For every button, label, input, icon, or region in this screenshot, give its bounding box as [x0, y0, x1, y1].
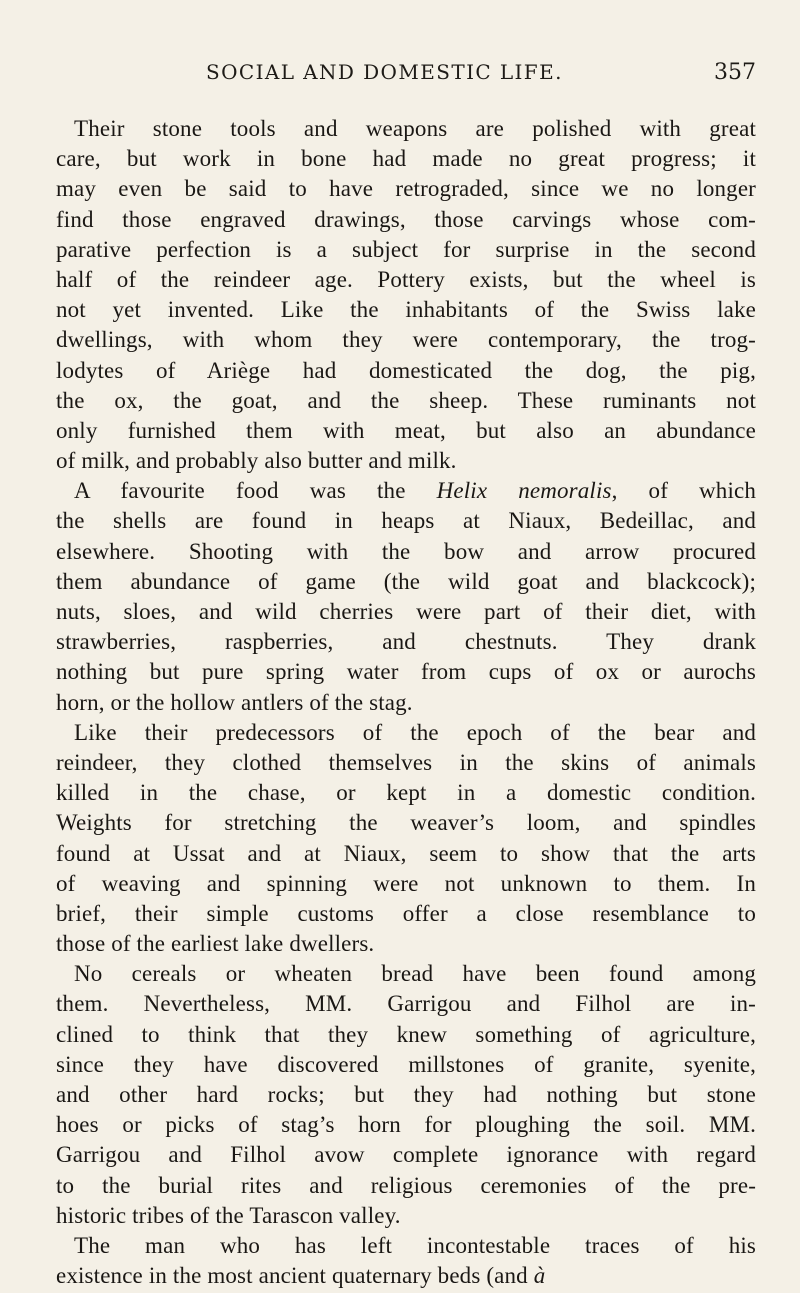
- text-line: [56, 627, 756, 657]
- text-line-content: A favourite food was the: [74, 478, 437, 504]
- text-line: [56, 265, 756, 295]
- text-line: [56, 1110, 756, 1140]
- text-line-content: them. Nevertheless, MM. Garrigou and Filhol are in-: [56, 991, 756, 1017]
- text-line-content: nuts, sloes, and wild cherries were part of their diet, with: [56, 599, 756, 624]
- italic-term: Helix nemoralis: [436, 478, 612, 504]
- text-line-content: found at Ussat and at Niaux, seem to show that the arts: [56, 840, 756, 866]
- text-line: [56, 1171, 756, 1201]
- text-line: [56, 597, 756, 627]
- text-line: [56, 1261, 756, 1291]
- text-line: [56, 1020, 756, 1050]
- text-line-content: The man who has left incontestable traces of his: [74, 1232, 756, 1258]
- text-line: [56, 1231, 756, 1261]
- text-line-content: may even be said to have retrograded, since we no longer: [56, 176, 756, 202]
- text-line-content: strawberries, raspberries, and chestnuts. They drank: [56, 629, 756, 655]
- italic-term: à: [533, 1263, 546, 1289]
- text-line-content: nothing but pure spring water from cups of ox or aurochs: [56, 659, 756, 685]
- text-line-content: Weights for stretching the weaver’s loom, and spindles: [56, 810, 756, 836]
- text-line-content: those of the earliest lake dwellers.: [56, 931, 375, 957]
- text-line: [56, 1080, 756, 1110]
- text-line-content: dwellings, with whom they were contemporary, the trog-: [56, 327, 756, 353]
- text-line: [56, 1201, 756, 1231]
- text-line-content: not yet invented. Like the inhabitants of the Swiss lake: [56, 297, 756, 323]
- text-line: [56, 839, 756, 869]
- text-line-content: reindeer, they clothed themselves in the skins of animals: [56, 749, 756, 775]
- text-line-content: Like their predecessors of the epoch of the bear and: [74, 719, 756, 745]
- text-line: [56, 1140, 756, 1170]
- text-line: [56, 989, 756, 1019]
- text-line: [56, 295, 756, 325]
- text-line-content: and other hard rocks; but they had nothing but stone: [56, 1082, 756, 1107]
- text-line: [56, 778, 756, 808]
- running-head: [56, 60, 756, 90]
- text-line: [56, 506, 756, 536]
- text-line: [56, 144, 756, 174]
- text-line-content: only furnished them with meat, but also an abundance: [56, 417, 756, 443]
- text-line-content: the ox, the goat, and the sheep. These ruminants not: [56, 387, 756, 413]
- text-line: [56, 174, 756, 204]
- text-line-content: Their stone tools and weapons are polished with great: [74, 116, 756, 141]
- text-line-content: them abundance of game (the wild goat and blackcock);: [56, 568, 756, 594]
- text-line: [56, 114, 756, 144]
- page-number: 357: [714, 60, 756, 85]
- text-line-continuation: , of which: [611, 478, 756, 504]
- text-line: [56, 537, 756, 567]
- body-text: [56, 114, 756, 1291]
- text-line: [56, 899, 756, 929]
- text-line-content: of milk, and probably also butter and milk.: [56, 448, 457, 474]
- text-line: [56, 416, 756, 446]
- text-line: [56, 959, 756, 989]
- text-line-content: care, but work in bone had made no great progress; it: [56, 146, 756, 172]
- text-line: [56, 929, 756, 959]
- text-line: [56, 869, 756, 899]
- text-line: [56, 688, 756, 718]
- text-line-content: historic tribes of the Tarascon valley.: [56, 1202, 401, 1228]
- text-line-content: killed in the chase, or kept in a domestic condition.: [56, 780, 756, 806]
- running-head-title: SOCIAL AND DOMESTIC LIFE.: [206, 60, 563, 84]
- text-line: [56, 657, 756, 687]
- text-line: [56, 808, 756, 838]
- text-line: [56, 718, 756, 748]
- text-line-content: of weaving and spinning were not unknown to them. In: [56, 870, 756, 896]
- text-line-content: Garrigou and Filhol avow complete ignorance with regard: [56, 1142, 756, 1168]
- text-line: [56, 356, 756, 386]
- text-line-content: hoes or picks of stag’s horn for ploughing the soil. MM.: [56, 1112, 756, 1138]
- text-line-content: existence in the most ancient quaternary beds (and: [56, 1263, 534, 1289]
- text-line-content: parative perfection is a subject for surprise in the second: [56, 236, 756, 262]
- text-line: [56, 235, 756, 265]
- text-line-content: No cereals or wheaten bread have been found among: [74, 961, 756, 987]
- text-line-content: clined to think that they knew something of agriculture,: [56, 1021, 756, 1047]
- text-line-content: brief, their simple customs offer a close resemblance to: [56, 900, 756, 926]
- text-line: [56, 1050, 756, 1080]
- text-line: [56, 386, 756, 416]
- text-line-content: half of the reindeer age. Pottery exists, but the wheel is: [56, 266, 756, 292]
- text-line: [56, 567, 756, 597]
- text-line: [56, 748, 756, 778]
- text-line: [56, 446, 756, 476]
- text-line: [56, 325, 756, 355]
- text-line-content: horn, or the hollow antlers of the stag.: [56, 689, 413, 715]
- text-line-content: lodytes of Ariège had domesticated the dog, the pig,: [56, 357, 756, 383]
- text-line-content: the shells are found in heaps at Niaux, Bedeillac, and: [56, 508, 756, 534]
- text-line: [56, 205, 756, 235]
- text-line-content: to the burial rites and religious ceremonies of the pre-: [56, 1172, 756, 1198]
- text-line-content: elsewhere. Shooting with the bow and arrow procured: [56, 538, 756, 564]
- text-line-content: find those engraved drawings, those carvings whose com-: [56, 206, 756, 232]
- text-line-content: since they have discovered millstones of granite, syenite,: [56, 1051, 756, 1077]
- text-line: [56, 476, 756, 506]
